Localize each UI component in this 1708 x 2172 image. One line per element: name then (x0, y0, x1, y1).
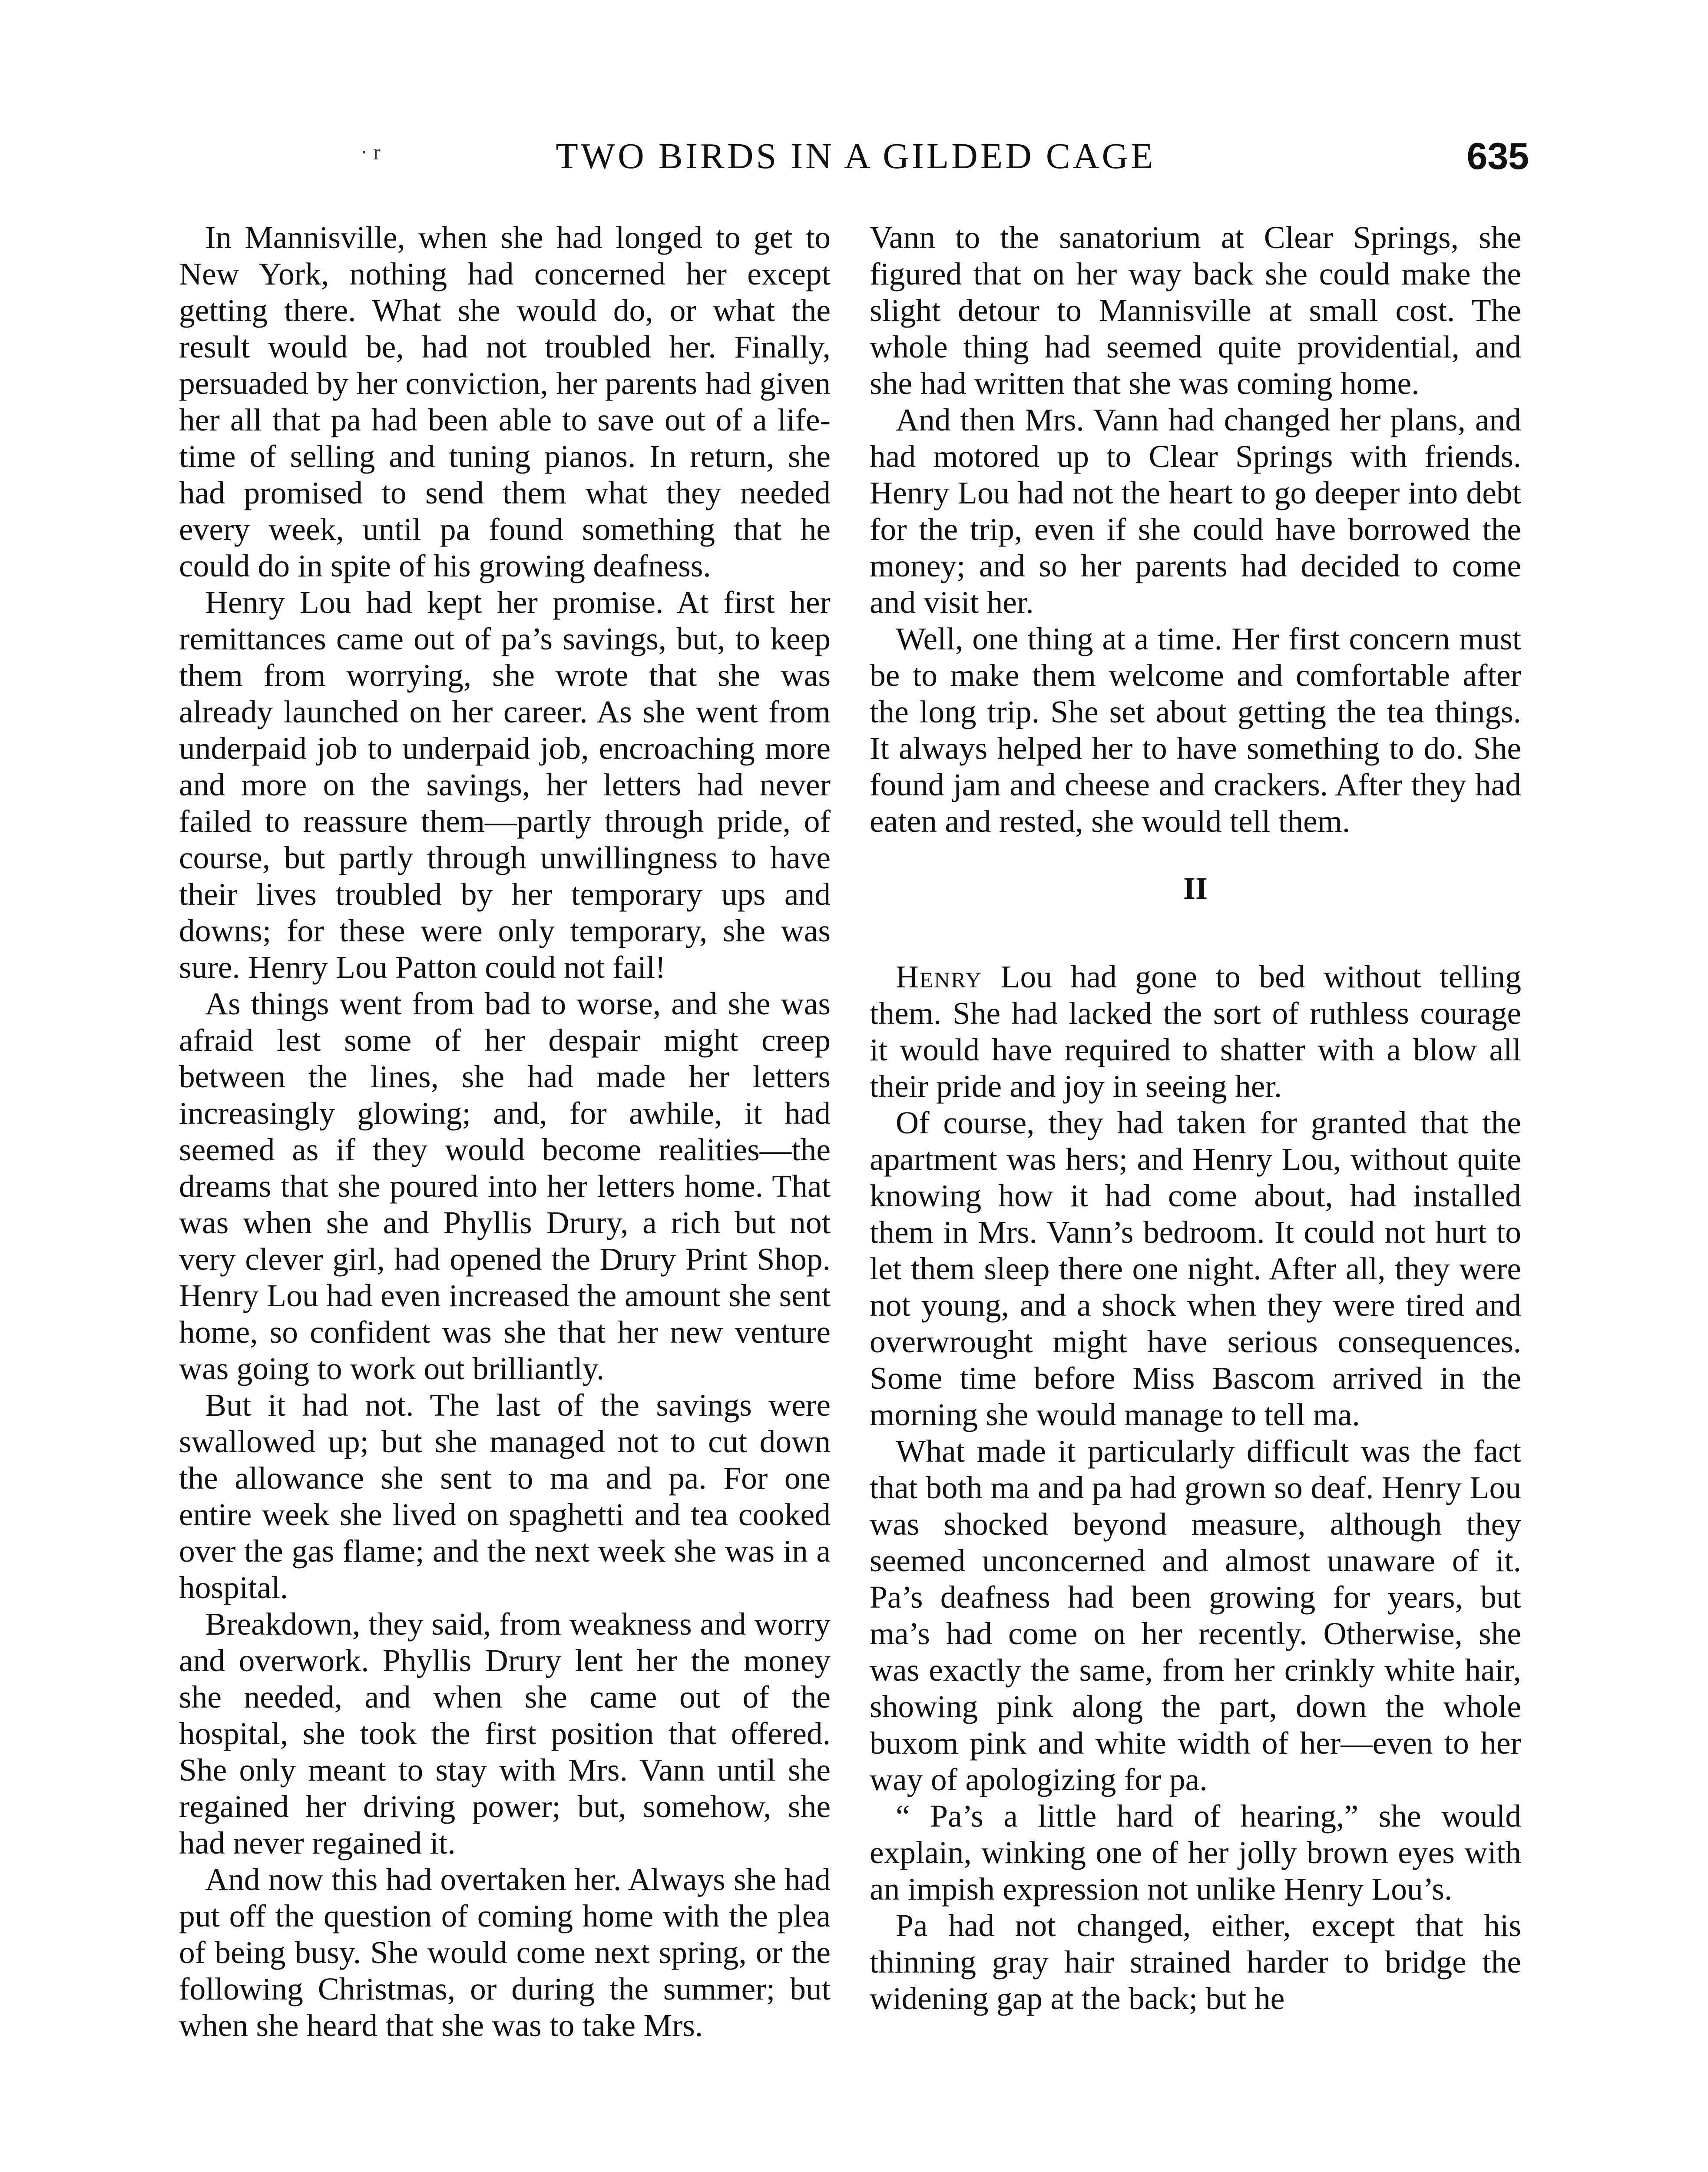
paragraph: “ Pa’s a little hard of hearing,” she would explain, winking one of her jolly brown eyes with an impish expression not unlike Henry Lou’s. (870, 1798, 1521, 1907)
section-heading: II (1183, 871, 1208, 906)
paragraph: Of course, they had taken for granted that the apartment was hers; and Henry Lou, without quite knowing how it had come about, had installed them in Mrs. Vann’s bedroom. It could not hurt to let them sleep there one night. After all, they were not young, and a shock when they were tired and overwrought might have serious consequences. Some time before Miss Bascom arrived in the morning she would manage to tell ma. (870, 1105, 1521, 1432)
paragraph-continuation: Vann to the sanatorium at Clear Springs, she figured that on her way back she could make the slight detour to Mannisville at small cost. The whole thing had seemed quite providential, and she had written that she was coming home. (870, 220, 1521, 401)
opening-text: Lou had gone to bed without telling them. She had lacked the sort of ruthless courage it would have required to shatter with a blow all their pride and joy in seeing her. (870, 959, 1521, 1104)
paragraph: Pa had not changed, either, except that his thinning gray hair strained harder to bridge the widening gap at the back; but he (870, 1908, 1521, 2016)
paragraph: What made it particularly difficult was the fact that both ma and pa had grown so deaf. Henry Lou was shocked beyond measure, although they seemed unconcerned and almost unaware of it. Pa’s deafness had been growing for years, but ma’s had come on her recently. Otherwise, she was exactly the same, from her crinkly white hair, showing pink along the part, down the whole buxom pink and white width of her—even to her way of apologizing for pa. (870, 1434, 1521, 1797)
left-column (179, 219, 831, 2044)
page-number: 635 (1466, 136, 1529, 177)
paragraph: Breakdown, they said, from weakness and worry and overwork. Phyllis Drury lent her the money she needed, and when she came out of the hospital, she took the first position that offered. She only meant to stay with Mrs. Vann until she regained her driving power; but, somehow, she had never regained it. (179, 1606, 831, 1861)
paragraph: As things went from bad to worse, and she was afraid lest some of her despair might creep between the lines, she had made her letters increasingly glowing; and, for awhile, it had seemed as if they would become realities—the dreams that she poured into her letters home. That was when she and Phyllis Drury, a rich but not very clever girl, had opened the Drury Print Shop. Henry Lou had even increased the amount she sent home, so confident was she that her new venture was going to work out brilliantly. (179, 986, 831, 1386)
printer-mark: · r (361, 140, 381, 164)
paragraph: Well, one thing at a time. Her first concern must be to make them welcome and comfortable after the long trip. She set about getting the tea things. It always helped her to have something to do. She found jam and cheese and crackers. After they had eaten and rested, she would tell them. (870, 621, 1521, 839)
paragraph: Henry Lou had kept her promise. At first her remittances came out of pa’s savings, but, to keep them from worrying, she wrote that she was already launched on her career. As she went from underpaid job to underpaid job, encroaching more and more on the savings, her letters had never failed to reassure them—partly through pride, of course, but partly through unwillingness to have their lives troubled by her temporary ups and downs; for these were only temporary, she was sure. Henry Lou Patton could not fail! (179, 585, 831, 985)
opening-smallcaps: Henry (896, 959, 983, 994)
right-column (870, 219, 1521, 2017)
running-head (182, 130, 1529, 182)
paragraph: But it had not. The last of the savings were swallowed up; but she managed not to cut down the allowance she sent to ma and pa. For one entire week she lived on spaghetti and tea cooked over the gas flame; and the next week she was in a hospital. (179, 1387, 831, 1605)
running-title: TWO BIRDS IN A GILDED CAGE (556, 136, 1156, 176)
paragraph: And then Mrs. Vann had changed her plans, and had motored up to Clear Springs with friends. Henry Lou had not the heart to go deeper into debt for the trip, even if she could have borrowed the money; and so her parents had decided to come and visit her. (870, 402, 1521, 620)
section-opening-paragraph (870, 959, 1521, 1105)
paragraph: And now this had overtaken her. Always she had put off the question of coming home with the plea of being busy. She would come next spring, or the following Christmas, or during the summer; but when she heard that she was to take Mrs. (179, 1862, 831, 2043)
paragraph: In Mannisville, when she had longed to get to New York, nothing had concerned her except getting there. What she would do, or what the result would be, had not troubled her. Finally, persuaded by her conviction, her parents had given her all that pa had been able to save out of a life-time of selling and tuning pianos. In return, she had promised to send them what they needed every week, until pa found something that he could do in spite of his growing deafness. (179, 220, 831, 583)
